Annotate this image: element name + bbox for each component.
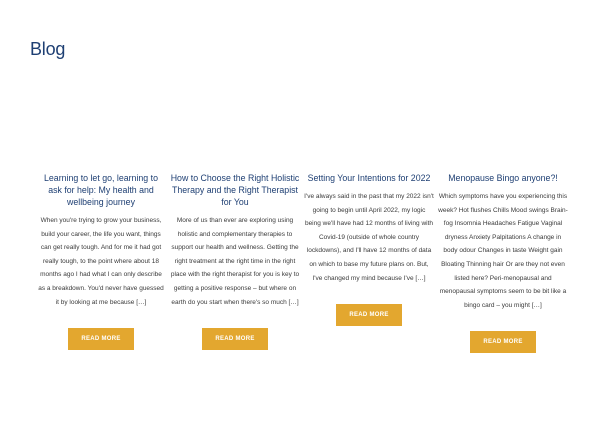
post-title-link[interactable]: Setting Your Intentions for 2022 (307, 173, 431, 183)
blog-post-grid (36, 172, 568, 353)
read-more-button[interactable]: READ MORE (336, 304, 402, 326)
read-more-button[interactable]: READ MORE (470, 331, 536, 353)
page-title: Blog (30, 39, 66, 59)
blog-post-card (438, 172, 568, 353)
post-excerpt: I've always said in the past that my 2022 isn't going to begin until April 2022, my logic being we'll have had 12 months of living with Covid-19 (outside of whole country lockdowns), and I'll have 12 months of data on which to base my future plans on. But, I've changed my mind because I've […] (304, 193, 434, 282)
blog-post-card (170, 172, 300, 353)
post-title-link[interactable]: Menopause Bingo anyone?! (448, 173, 558, 183)
read-more-button[interactable]: READ MORE (202, 328, 268, 350)
post-title-link[interactable]: Learning to let go, learning to ask for help: My health and wellbeing journey (44, 173, 158, 207)
read-more-button[interactable]: READ MORE (68, 328, 134, 350)
post-excerpt: Which symptoms have you experiencing this week? Hot flushes Chills Mood swings Brain-fog Insomnia Headaches Fatigue Vaginal dryness Anxiety Palpitations A change in body odour Changes in taste Weight gain Bloating Thinning hair Or are they not even listed here? Peri-menopausal and menopausal symptoms seem to be bit like a bingo card – you might […] (438, 193, 568, 309)
post-excerpt: When you're trying to grow your business, build your career, the life you want, things can get really tough. And for me it had got really tough, to the point where about 18 months ago I had what I can only describe as a breakdown. You'd never have guessed it by looking at me because […] (38, 217, 164, 306)
blog-post-card (304, 172, 434, 353)
blog-post-card (36, 172, 166, 353)
post-title-link[interactable]: How to Choose the Right Holistic Therapy and the Right Therapist for You (170, 173, 300, 207)
post-excerpt: More of us than ever are exploring using holistic and complementary therapies to support our health and wellness. Getting the right treatment at the right time in the right place with the right therapist for you is key to getting a positive response – but where on earth do you start when there's so much […] (170, 217, 300, 306)
